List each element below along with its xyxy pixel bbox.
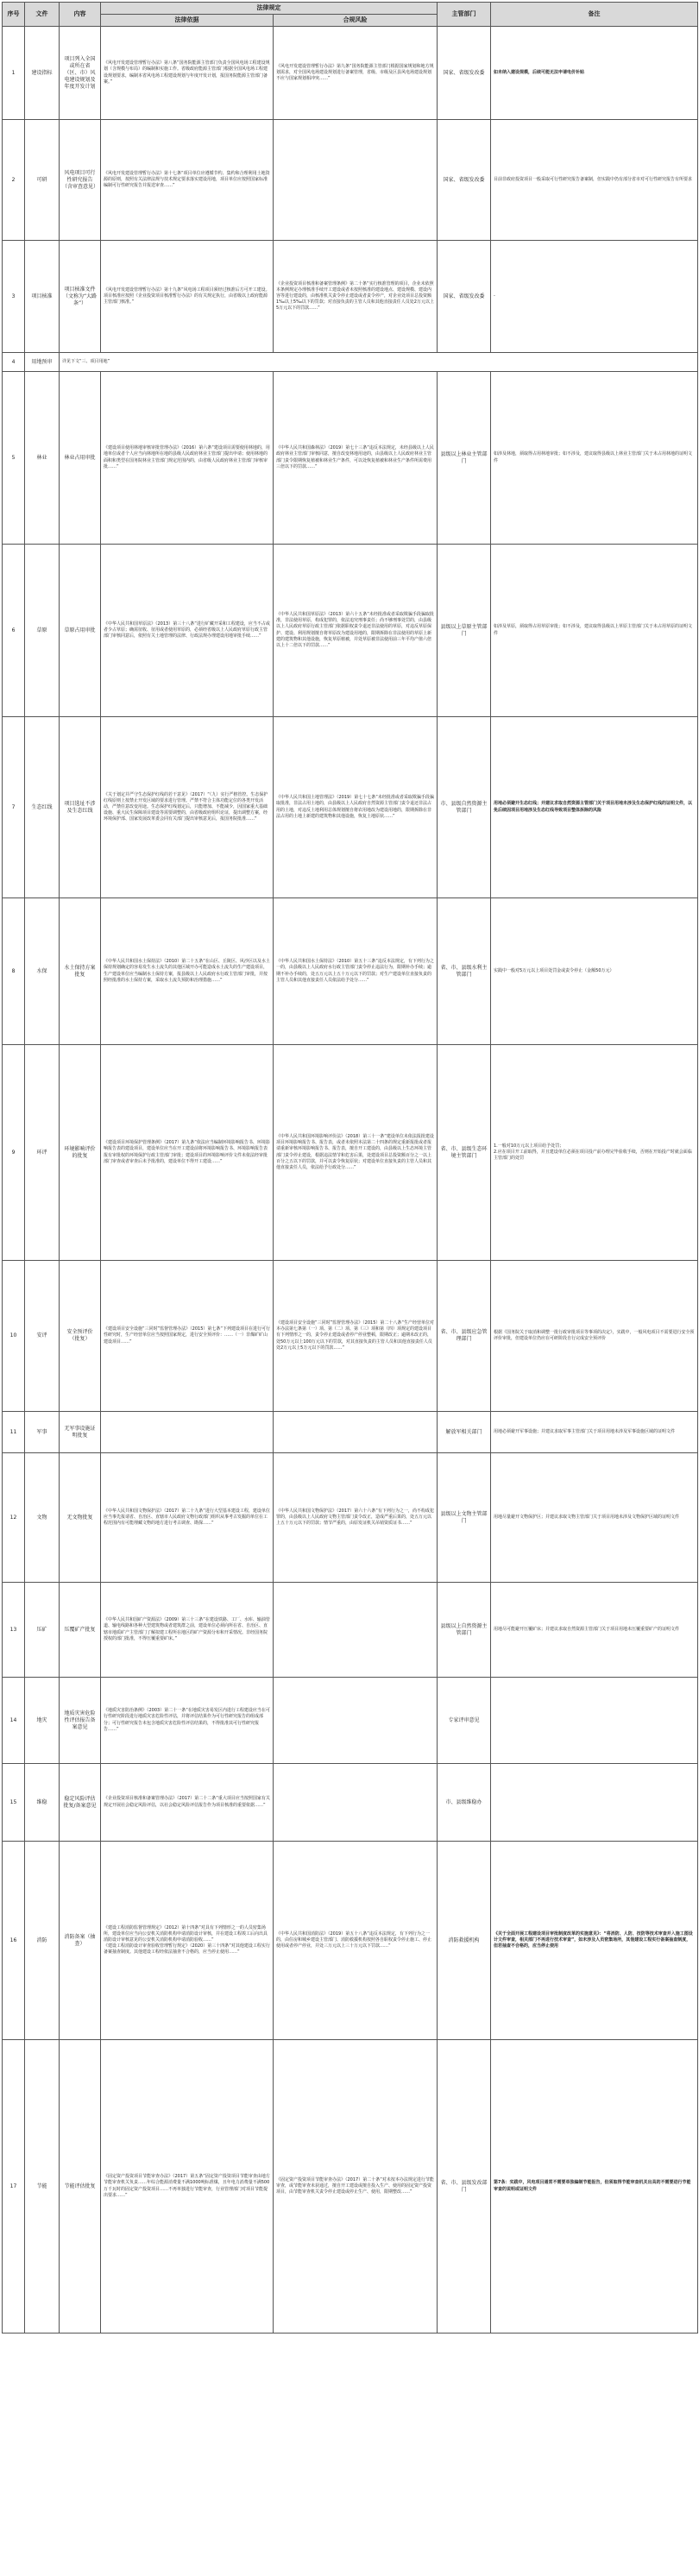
row-basis: 《固定资产投资项目节能审查办法》（2017）第五条“固定资产投资项目节能审查由地方节能审查机关负责……年综合能源消费量不满1000吨标准煤，且年电力消费量不满500万千瓦时的固定资产投资项目……不再单独进行节能审查，行业管理部门对项目节能提出要求……” <box>101 2040 274 2334</box>
row-basis: 《风电开发建设管理暂行办法》第八条“国务院能源主管部门负责全国风电场工程建设规划（含规模与布局）的编制和实施工作。省级政府能源主管部门根据全国风电场工程建设规划要求，编制本省风电场工程建设规划与年度开发计划，报国务院能源主管部门备案。” <box>101 27 274 120</box>
row-risk: 《中华人民共和国草原法》（2013）第六十五条“未经批准或者采取欺骗手段骗取批准，非法使用草原，构成犯罪的，依法追究刑事责任；尚不够刑事处罚的，由县级以上人民政府草原行政主管部门依据职权责令退还非法使用的草原，对违反草原保护、建设、利用规划擅自将草原改为建设用地的，限期拆除在非法使用的草原上新建的建筑物和其他设施，恢复草原植被，并处草原被非法使用前三年平均产值六倍以上十二倍以下的罚款……” <box>274 545 438 717</box>
row-dept: 县级以上文物主管部门 <box>438 1453 491 1583</box>
row-note: 实践中一般对5万元以上项目处罚金或责令停止（金额50万元） <box>491 898 698 1045</box>
table-row <box>3 241 698 353</box>
row-note: 用地尽可能避开压覆矿床；并建议求取自然资源主管部门关于项目用地未压覆重要矿产的证明文件 <box>491 1583 698 1678</box>
row-basis: 《风电开发建设管理暂行办法》第十九条“风电场工程项目须经过核准后方可开工建设。项目核准应按照《企业投资项目核准暂行办法》的有关规定执行，由省级以上政府能源主管部门核准。” <box>101 241 274 353</box>
regulation-table <box>2 2 698 2334</box>
row-type: 消防 <box>25 1842 60 2040</box>
row-note: 如涉及草原，须取得占用草原审批；如不涉及，建议取得县级以上草原主管部门关于未占用草原的证明文件 <box>491 545 698 717</box>
row-type: 地灾 <box>25 1678 60 1764</box>
row-content: 水土保持方案批复 <box>60 898 101 1045</box>
row-content: 环境影响评价的批复 <box>60 1045 101 1261</box>
row-type: 军事 <box>25 1412 60 1453</box>
header-note: 备注 <box>491 3 698 27</box>
row-dept: 国家、省级发改委 <box>438 241 491 353</box>
row-no: 14 <box>3 1678 25 1764</box>
row-no: 6 <box>3 545 25 717</box>
row-note: 第7条：实践中，风电项目通常不需要单独编制节能报告，但须取得节能审查机关出具的不需要进行节能审查的说明或证明文件 <box>491 2040 698 2334</box>
row-dept: 市、县级维稳办 <box>438 1764 491 1842</box>
table-row <box>3 898 698 1045</box>
row-note: 用地尽量避开文物保护区；并建议求取文物主管部门关于项目用地未涉及文物保护区域的证明文件 <box>491 1453 698 1583</box>
row-risk: 《风电开发建设管理暂行办法》第九条“国务院能源主管部门根据国家规划和地方规划需求，对全国风电场建设规划进行备案管理，省级、市级及区县风电场建设规划不应与国家规划相冲突……” <box>274 27 438 120</box>
row-type: 生态红线 <box>25 717 60 898</box>
row-no: 9 <box>3 1045 25 1261</box>
row-dept: 省、市、县级应急管理部门 <box>438 1261 491 1412</box>
row-basis: 《风电开发建设管理暂行办法》第十七条“项目单位应遵循节约、集约和合理利用土地资源的原则，按照有关法律法规与技术规定要求落实建设用地，项目单位应按照国家标准编制可行性研究报告并报送审查……” <box>101 120 274 241</box>
row-content: 无文物批复 <box>60 1453 101 1583</box>
header-legal: 法律规定 <box>101 3 438 15</box>
table-row <box>3 545 698 717</box>
row-basis: 《关于划定并严守生态保护红线的若干意见》（2017）“（九）实行严格管控。生态保护红线原则上按禁止开发区域的要求进行管理。严禁不符合主体功能定位的各类开发活动，严禁任意改变用途。生态保护红线划定后，只能增加、不能减少，因国家重大基础设施、重大民生保障项目建设等需要调整的，由省级政府组织论证，提出调整方案，经环境保护部、国家发展改革委会同有关部门提出审核意见后，报国务院批准……” <box>101 717 274 898</box>
row-risk <box>274 1764 438 1842</box>
row-basis: 《中华人民共和国草原法》（2013）第三十八条“进行矿藏开采和工程建设，应当不占或者少占草原；确需征收、征用或者使用草原的，必须经省级以上人民政府草原行政主管部门审核同意后，依照有关土地管理的法律、行政法规办理建设用地审批手续……” <box>101 545 274 717</box>
row-risk: 《中华人民共和国消防法》（2019）第五十八条“违反本法规定，有下列行为之一的，由住房和城乡建设主管部门、消防救援机构按照各自职权责令停止施工、停止使用或者停产停业，并处三万元以上三十万元以下罚款……” <box>274 1842 438 2040</box>
row-content: 压覆矿产批复 <box>60 1583 101 1678</box>
table-row <box>3 717 698 898</box>
row-content: 无军事设施证明批复 <box>60 1412 101 1453</box>
table-row <box>3 1583 698 1678</box>
row-no: 12 <box>3 1453 25 1583</box>
row-dept: 解放军相关部门 <box>438 1412 491 1453</box>
row-no: 2 <box>3 120 25 241</box>
row-risk <box>274 1678 438 1764</box>
table-row <box>3 1842 698 2040</box>
header-dept: 主管部门 <box>438 3 491 27</box>
row-type: 建设指标 <box>25 27 60 120</box>
table-row <box>3 1045 698 1261</box>
row-content: 林业占用审批 <box>60 372 101 545</box>
row-risk: 《企业投资项目核准和备案管理条例》第二十条“实行核准管理的项目，企业未依照本条例规定办理核准手续开工建设或者未按照核准的建设地点、建设规模、建设内容等进行建设的，由核准机关责令停止建设或者责令停产，对企业处项目总投资额1‰以上5‰以下的罚款；对直接负责的主管人员和其他直接责任人员处2万元以上5万元以下的罚款……” <box>274 241 438 353</box>
table-row <box>3 2040 698 2334</box>
row-type: 安评 <box>25 1261 60 1412</box>
row-note: 1.一般对10万元以上项目给予处罚； 2.应在项目开工前取得，并且建设单位必须在项目投产前办理完毕验收手续，否则在开始投产时就会面临主管部门的处罚 <box>491 1045 698 1261</box>
table-row <box>3 372 698 545</box>
row-no: 7 <box>3 717 25 898</box>
row-no: 3 <box>3 241 25 353</box>
header-risk: 合规风险 <box>274 15 438 27</box>
row-risk <box>274 1412 438 1453</box>
row-risk: 《中华人民共和国文物保护法》（2017）第六十六条“有下列行为之一，尚不构成犯罪的，由县级以上人民政府文物主管部门责令改正，造成严重后果的，处五万元以上五十万元以下的罚款；情节严重的，由原发证机关吊销资质证书……” <box>274 1453 438 1583</box>
row-no: 11 <box>3 1412 25 1453</box>
row-risk: 《中华人民共和国水土保持法》（2010）第五十三条“违反本法规定，有下列行为之一的，由县级以上人民政府水行政主管部门责令停止违法行为，限期补办手续；逾期不补办手续的，处五万元以上五十万元以下的罚款；对生产建设单位直接负责的主管人员和其他直接责任人员依法给予处分……” <box>274 898 438 1045</box>
table-row <box>3 1261 698 1412</box>
header-type: 文件 <box>25 3 60 27</box>
row-type: 文物 <box>25 1453 60 1583</box>
row-type: 压矿 <box>25 1583 60 1678</box>
row-dept: 省、市、县级发改部门 <box>438 2040 491 2334</box>
row-type: 可研 <box>25 120 60 241</box>
row-note: - <box>491 241 698 353</box>
row-basis: 《建设项目环境保护管理条例》（2017）第九条“依法应当编制环境影响报告书、环境影响报告表的建设项目，建设单位应当在开工建设前将环境影响报告书、环境影响报告表报有审批权的环境保护行政主管部门审批；建设项目的环境影响评价文件未依法经审批部门审查或者审查后未予批准的，建设单位不得开工建设……” <box>101 1045 274 1261</box>
row-note: 用地必须避开生态红线；并建议求取自然资源主管部门关于项目用地未涉及生态保护红线的证明文件，以免后续因项目用地涉及生态红线导致项目整体拆除的风险 <box>491 717 698 898</box>
row-risk: 《中华人民共和国土地管理法》（2019）第七十七条“未经批准或者采取欺骗手段骗取批准，非法占用土地的，由县级以上人民政府自然资源主管部门责令退还非法占用的土地，对违反土地利用总体规划擅自将农用地改为建设用地的，限期拆除在非法占用的土地上新建的建筑物和其他设施，恢复土地原状……” <box>274 717 438 898</box>
table-row <box>3 1453 698 1583</box>
row-dept: 县级以上草原主管部门 <box>438 545 491 717</box>
row-content: 项目列入全国或所在省（区、市）风电建设规划及年度开发计划 <box>60 27 101 120</box>
row-note <box>491 1764 698 1842</box>
header-content: 内容 <box>60 3 101 27</box>
row-content: 地质灾害危险性评估报告备案意见 <box>60 1678 101 1764</box>
row-risk <box>274 1583 438 1678</box>
row-note: 如未纳入建设规模，后续可能无法申请电价补贴 <box>491 27 698 120</box>
row-no: 16 <box>3 1842 25 2040</box>
row-no: 10 <box>3 1261 25 1412</box>
row-dept: 县级以上自然资源主管部门 <box>438 1583 491 1678</box>
table-header <box>3 3 698 27</box>
row-dept: 专家评审意见 <box>438 1678 491 1764</box>
row-basis: 《地质灾害防治条例》（2003）第二十一条“在地质灾害易发区内进行工程建设应当在可行性研究阶段进行地质灾害危险性评估，并将评估结果作为可行性研究报告的组成部分；可行性研究报告未包含地质灾害危险性评估结果的，不得批准其可行性研究报告……” <box>101 1678 274 1764</box>
row-note <box>491 1678 698 1764</box>
row-dept: 国家、省级发改委 <box>438 120 491 241</box>
row-dept: 市、县级自然资源主管部门 <box>438 717 491 898</box>
row-type: 环评 <box>25 1045 60 1261</box>
header-basis: 法律依据 <box>101 15 274 27</box>
row-risk: 《建设项目安全设施“三同时”监督管理办法》（2015）第二十八条“生产经营单位对本办法第七条第（一）项、第（二）项、第（三）项和第（四）项规定的建设项目有下列情形之一的，责令停止建设或者停产停业整顿，限期改正；逾期未改正的，处50万元以上100万元以下的罚款，对其直接负责的主管人员和其他直接责任人员处2万元以上5万元以下的罚款……” <box>274 1261 438 1412</box>
row-content: 节能评估批复 <box>60 2040 101 2334</box>
row-no: 1 <box>3 27 25 120</box>
row-dept: 省、市、县级水利主管部门 <box>438 898 491 1045</box>
row-type: 项目核准 <box>25 241 60 353</box>
row-no: 13 <box>3 1583 25 1678</box>
row-risk: 《中华人民共和国环境影响评价法》（2018）第三十一条“建设单位未依法报批建设项目环境影响报告书、报告表，或者未依照本法第二十四条的规定重新报批或者报请重新审核环境影响报告书、报告表，擅自开工建设的，由县级以上生态环境主管部门责令停止建设，根据违法情节和危害后果，处建设项目总投资额百分之一以上百分之五以下的罚款，并可以责令恢复原状；对建设单位直接负责的主管人员和其他直接责任人员，依法给予行政处分……” <box>274 1045 438 1261</box>
row-note: 《关于全面开展工程建设项目审批制度改革的实施意见》：“将消防、人防、技防等技术审查并入施工图设计文件审查，相关部门不再进行技术审查”，如未涉及人员密集场所，其他建设工程实行备案抽查制度，但若抽查不合格的，应当停止使用 <box>491 1842 698 2040</box>
row-basis: 《中华人民共和国文物保护法》（2017）第二十九条“进行大型基本建设工程，建设单位应当事先报请省、自治区、直辖市人民政府文物行政部门组织从事考古发掘的单位在工程范围内有可能埋藏文物的地方进行考古调查、勘探……” <box>101 1453 274 1583</box>
row-note: 用地必须避开军事设施；并建议求取军事主管部门关于项目用地未涉及军事设施区域的证明文件 <box>491 1412 698 1453</box>
row-type: 用地预审 <box>25 353 60 372</box>
table-row <box>3 1678 698 1764</box>
table-row <box>3 353 698 372</box>
row-basis: 《建设项目使用林地审核审批管理办法》（2016）第六条“建设项目需要使用林地的，用地单位或者个人应当向林地所在地的县级人民政府林业主管部门提出申请；使用林地的面积和类型在国务院林业主管部门规定范围内的，由省级人民政府林业主管部门审核审批……” <box>101 372 274 545</box>
table-row <box>3 1412 698 1453</box>
row-basis: 《中华人民共和国水土保持法》（2010）第二十五条“在山区、丘陵区、风沙区以及水土保持规划确定的容易发生水土流失的其他区域开办可能造成水土流失的生产建设项目，生产建设单位应当编制水土保持方案，报县级以上人民政府水行政主管部门审批，并按照经批准的水土保持方案，采取水土流失预防和治理措施……” <box>101 898 274 1045</box>
row-content: 详见下文“三、项目用地” <box>60 353 698 372</box>
row-content: 安全预评价（批复） <box>60 1261 101 1412</box>
row-no: 17 <box>3 2040 25 2334</box>
row-content: 项目选址不涉及生态红线 <box>60 717 101 898</box>
row-content: 草原占用审批 <box>60 545 101 717</box>
row-type: 维稳 <box>25 1764 60 1842</box>
header-no: 序号 <box>3 3 25 27</box>
row-note: 如涉及林地，须取得占用林地审批；如不涉及，建议取得县级以上林业主管部门关于未占用林地的证明文件 <box>491 372 698 545</box>
row-type: 林业 <box>25 372 60 545</box>
row-content: 风电项目可行性研究报告（含审查意见） <box>60 120 101 241</box>
row-type: 节能 <box>25 2040 60 2334</box>
table-row <box>3 1764 698 1842</box>
row-risk: 《固定资产投资项目节能审查办法》（2017）第二十条“对未按本办法规定进行节能审查，或节能审查未获通过，擅自开工建设或擅自投入生产、使用的固定资产投资项目，由节能审查机关责令停止建设或停止生产、使用，限期整改……” <box>274 2040 438 2334</box>
row-type: 水保 <box>25 898 60 1045</box>
row-risk <box>274 120 438 241</box>
row-no: 5 <box>3 372 25 545</box>
row-basis: 《建设项目安全设施“三同时”监督管理办法》（2015）第七条“下列建设项目在进行可行性研究时，生产经营单位应当按照国家规定，进行安全预评价：……（一）非煤矿矿山建设项目……” <box>101 1261 274 1412</box>
row-dept: 消防救援机构 <box>438 1842 491 2040</box>
row-content: 项目核准文件（文称为“大路条”） <box>60 241 101 353</box>
table-row <box>3 120 698 241</box>
row-dept: 国家、省级发改委 <box>438 27 491 120</box>
row-no: 4 <box>3 353 25 372</box>
row-no: 15 <box>3 1764 25 1842</box>
row-content: 消防备案（抽查） <box>60 1842 101 2040</box>
row-basis: 《企业投资项目核准和备案管理办法》（2017）第二十二条“重大项目应当按照国家有关规定开展社会稳定风险评估，以社会稳定风险评估报告作为项目核准的重要依据……” <box>101 1764 274 1842</box>
row-risk: 《中华人民共和国森林法》（2019）第七十三条“违反本法规定，未经县级以上人民政府林业主管部门审核同意，擅自改变林地用途的，由县级以上人民政府林业主管部门责令限期恢复植被和林业生产条件，可以处恢复植被和林业生产条件所需费用三倍以下的罚款……” <box>274 372 438 545</box>
row-type: 草原 <box>25 545 60 717</box>
row-dept: 县级以上林业主管部门 <box>438 372 491 545</box>
row-basis <box>101 1412 274 1453</box>
row-no: 8 <box>3 898 25 1045</box>
table-row <box>3 27 698 120</box>
row-basis: 《建设工程消防监督管理规定》（2012）第十四条“对具有下列情形之一的人员密集场所，建设单位应当向公安机关消防机构申请消防设计审核，并在建设工程竣工后向出具消防设计审核意见的公安机关消防机构申请消防验收……” 《建设工程消防设计审查验收管理暂行规定》（2020）第三十四条“对其他建设工程实行备案抽查制度。其他建设工程经依法抽查不合格的，应当停止使用……” <box>101 1842 274 2040</box>
row-content: 稳定风险评估批复/备案意见 <box>60 1764 101 1842</box>
row-note: 根据《国务院关于取消和调整一批行政审批项目等事项的决定》，实践中，一般风电项目不需要进行安全预评价审批，但建设单位仍应在可研阶段自行完成安全预评价 <box>491 1261 698 1412</box>
row-basis: 《中华人民共和国矿产资源法》（2009）第三十三条“在建设铁路、工厂、水库、输油管道、输电线路和各种大型建筑物或者建筑群之前，建设单位必须向所在省、自治区、直辖市地质矿产主管部门了解拟建工程所在地区的矿产资源分布和开采情况。非经国务院授权的部门批准，不得压覆重要矿床。” <box>101 1583 274 1678</box>
row-note: 目前非政府投资项目一般采取可行性研究报告备案制，但实践中仍有部分省市对可行性研究报告有所要求 <box>491 120 698 241</box>
row-dept: 省、市、县级生态环境主管部门 <box>438 1045 491 1261</box>
